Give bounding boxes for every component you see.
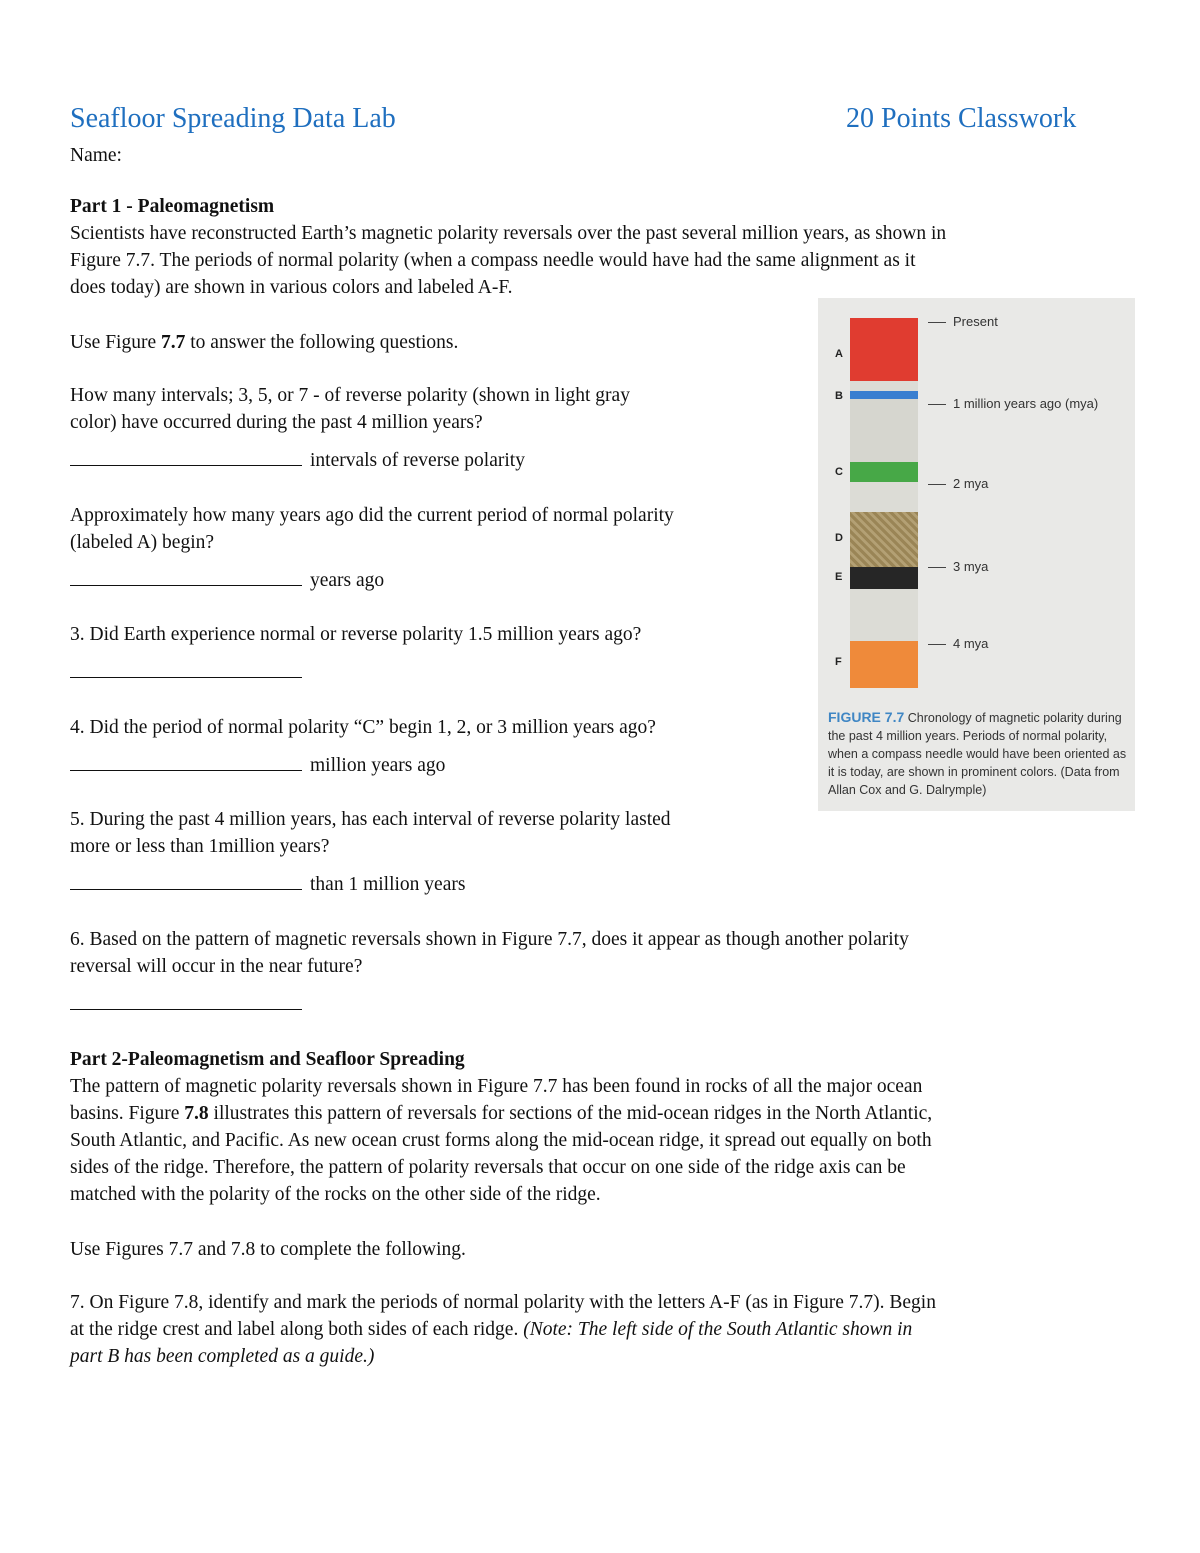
answer-6 [70, 991, 310, 1018]
band-reverse [850, 399, 918, 462]
answer-3 [70, 659, 310, 686]
time-label: Present [953, 314, 998, 329]
part1-intro-line: Scientists have reconstructed Earth’s magnetic polarity reversals over the past several million years, as shown in [70, 223, 947, 244]
question-2-line: (labeled A) begin? [70, 532, 215, 553]
band-a-normal [850, 318, 918, 381]
band-label: A [835, 348, 843, 360]
question-1-line: How many intervals; 3, 5, or 7 - of reverse polarity (shown in light gray [70, 385, 630, 406]
use-figures-instruction: Use Figures 7.7 and 7.8 to complete the following. [70, 1239, 466, 1260]
question-6-line: reversal will occur in the near future? [70, 956, 363, 977]
part2-heading: Part 2-Paleomagnetism and Seafloor Spreading [70, 1049, 465, 1070]
question-5-line: 5. During the past 4 million years, has each interval of reverse polarity lasted [70, 809, 671, 830]
time-tick [928, 567, 946, 568]
question-1-line: color) have occurred during the past 4 million years? [70, 412, 483, 433]
page-title: Seafloor Spreading Data Lab [70, 103, 396, 134]
points-label: 20 Points Classwork [846, 103, 1077, 134]
part2-paragraph-line: basins. Figure 7.8 illustrates this pattern of reversals for sections of the mid-ocean ridges in the North Atlantic, [70, 1103, 933, 1124]
question-5-line: more or less than 1million years? [70, 836, 330, 857]
band-f-normal [850, 641, 918, 688]
question-7-note: part B has been completed as a guide.) [70, 1346, 375, 1367]
band-label: F [835, 656, 842, 668]
time-label: 2 mya [953, 476, 989, 491]
part1-intro-line: Figure 7.7. The periods of normal polarity (when a compass needle would have had the same alignment as it [70, 250, 916, 271]
figure-caption: FIGURE 7.7 Chronology of magnetic polarity during the past 4 million years. Periods of normal polarity, when a compass needle would have been oriented as it is today, are shown in prominent colors. (Data from Allan Cox and G. Dalrymple) [828, 709, 1127, 797]
band-e-normal [850, 567, 918, 589]
band-label: D [835, 532, 843, 544]
answer-blank[interactable] [70, 659, 302, 678]
part2-paragraph-line: matched with the polarity of the rocks on the other side of the ridge. [70, 1184, 601, 1205]
answer-1: intervals of reverse polarity [70, 447, 525, 474]
time-tick [928, 644, 946, 645]
time-label: 1 million years ago (mya) [953, 396, 1099, 411]
band-label: E [835, 571, 843, 583]
band-d-normal [850, 512, 918, 567]
figure-7-7 [818, 298, 1135, 811]
part1-intro-line: does today) are shown in various colors and labeled A-F. [70, 277, 513, 298]
answer-5: than 1 million years [70, 871, 465, 898]
part1-heading: Part 1 - Paleomagnetism [70, 196, 275, 217]
question-4: 4. Did the period of normal polarity “C” begin 1, 2, or 3 million years ago? [70, 717, 656, 738]
answer-4: million years ago [70, 752, 445, 779]
answer-blank[interactable] [70, 752, 302, 771]
question-6-line: 6. Based on the pattern of magnetic reversals shown in Figure 7.7, does it appear as though another polarity [70, 929, 909, 950]
question-7-line: 7. On Figure 7.8, identify and mark the periods of normal polarity with the letters A-F (as in Figure 7.7). Begin [70, 1292, 936, 1313]
part2-paragraph-line: South Atlantic, and Pacific. As new ocean crust forms along the mid-ocean ridge, it spread out equally on both [70, 1130, 932, 1151]
time-label: 4 mya [953, 636, 989, 651]
band-label: C [835, 466, 843, 478]
band-reverse [850, 589, 918, 641]
name-label: Name: [70, 145, 122, 166]
answer-2: years ago [70, 567, 384, 594]
question-3: 3. Did Earth experience normal or reverse polarity 1.5 million years ago? [70, 624, 642, 645]
answer-blank[interactable] [70, 871, 302, 890]
band-reverse [850, 482, 918, 512]
time-tick [928, 404, 946, 405]
band-reverse [850, 381, 918, 391]
question-7-line: at the ridge crest and label along both sides of each ridge. (Note: The left side of the South Atlantic shown in [70, 1319, 913, 1340]
part2-paragraph-line: The pattern of magnetic polarity reversals shown in Figure 7.7 has been found in rocks of all the major ocean [70, 1076, 923, 1097]
question-2-line: Approximately how many years ago did the current period of normal polarity [70, 505, 674, 526]
band-c-normal [850, 462, 918, 482]
answer-blank[interactable] [70, 567, 302, 586]
time-label: 3 mya [953, 559, 989, 574]
part2-paragraph-line: sides of the ridge. Therefore, the pattern of polarity reversals that occur on one side of the ridge axis can be [70, 1157, 906, 1178]
time-tick [928, 484, 946, 485]
band-label: B [835, 390, 843, 402]
answer-blank[interactable] [70, 991, 302, 1010]
band-b-normal [850, 391, 918, 399]
time-tick [928, 322, 946, 323]
answer-blank[interactable] [70, 447, 302, 466]
use-figure-instruction: Use Figure 7.7 to answer the following questions. [70, 332, 459, 353]
